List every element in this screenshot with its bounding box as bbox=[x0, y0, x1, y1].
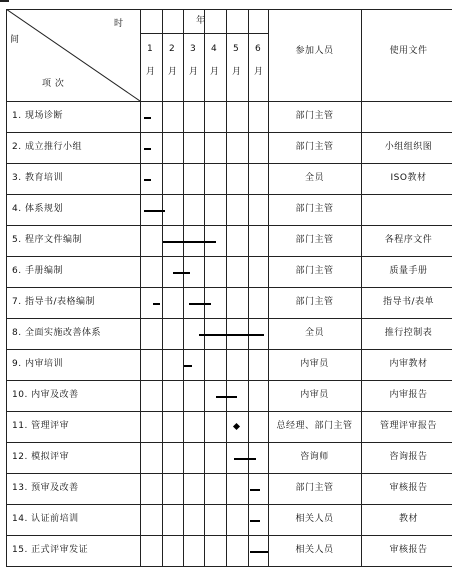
milestone-diamond bbox=[233, 423, 240, 430]
row-documents: 内审报告 bbox=[389, 390, 428, 400]
month-unit-4: 月 bbox=[210, 67, 220, 77]
row-documents: 管理评审报告 bbox=[379, 421, 437, 431]
gantt-bar bbox=[153, 303, 160, 305]
row-participants: 部门主管 bbox=[295, 483, 334, 493]
grid-hline bbox=[6, 380, 452, 381]
row-label: 3. 教育培训 bbox=[12, 173, 63, 183]
row-participants: 部门主管 bbox=[295, 111, 334, 121]
row-label: 6. 手册编制 bbox=[12, 266, 63, 276]
row-participants: 相关人员 bbox=[295, 514, 334, 524]
header-term: 间 bbox=[10, 35, 20, 45]
row-participants: 全员 bbox=[304, 173, 324, 183]
row-participants: 咨询师 bbox=[300, 452, 329, 462]
header-participants: 参加人员 bbox=[295, 46, 334, 56]
row-label: 5. 程序文件编制 bbox=[12, 235, 82, 245]
row-documents: 审核报告 bbox=[389, 483, 428, 493]
month-number-5: 5 bbox=[233, 44, 240, 54]
month-unit-6: 月 bbox=[254, 67, 264, 77]
row-documents: 小组组织图 bbox=[384, 142, 433, 152]
row-label: 14. 认证前培训 bbox=[12, 514, 79, 524]
row-documents: ISO教材 bbox=[390, 173, 427, 183]
month-number-3: 3 bbox=[190, 44, 197, 54]
gantt-bar bbox=[144, 117, 151, 119]
grid-hline bbox=[6, 411, 452, 412]
grid-hline bbox=[6, 318, 452, 319]
grid-hline bbox=[6, 442, 452, 443]
row-label: 9. 内审培训 bbox=[12, 359, 63, 369]
grid-hline bbox=[6, 473, 452, 474]
row-participants: 部门主管 bbox=[295, 235, 334, 245]
gantt-bar bbox=[144, 148, 151, 150]
gantt-bar bbox=[173, 272, 190, 274]
row-participants: 部门主管 bbox=[295, 204, 334, 214]
month-number-6: 6 bbox=[255, 44, 262, 54]
month-number-2: 2 bbox=[169, 44, 176, 54]
gantt-bar bbox=[163, 241, 216, 243]
grid-hline bbox=[6, 163, 452, 164]
gantt-bar bbox=[189, 303, 211, 305]
row-label: 11. 管理评审 bbox=[12, 421, 70, 431]
grid-hline bbox=[6, 132, 452, 133]
gantt-bar bbox=[216, 396, 237, 398]
gantt-bar bbox=[184, 365, 192, 367]
grid-hline bbox=[6, 349, 452, 350]
row-label: 15. 正式评审发证 bbox=[12, 545, 89, 555]
row-participants: 部门主管 bbox=[295, 297, 334, 307]
gantt-bar bbox=[144, 210, 165, 212]
row-documents: 指导书/表单 bbox=[382, 297, 435, 307]
row-label: 4. 体系规划 bbox=[12, 204, 63, 214]
month-number-1: 1 bbox=[147, 44, 154, 54]
row-participants: 部门主管 bbox=[295, 142, 334, 152]
row-documents: 咨询报告 bbox=[389, 452, 428, 462]
grid-hline bbox=[6, 566, 452, 567]
row-participants: 总经理、部门主管 bbox=[276, 421, 353, 431]
grid-hline bbox=[6, 101, 452, 102]
gantt-bar bbox=[250, 520, 260, 522]
grid-hline bbox=[6, 194, 452, 195]
month-unit-5: 月 bbox=[232, 67, 242, 77]
grid-hline bbox=[6, 287, 452, 288]
schedule-table bbox=[6, 9, 452, 571]
row-documents: 教材 bbox=[398, 514, 418, 524]
grid-hline bbox=[6, 535, 452, 536]
row-documents: 审核报告 bbox=[389, 545, 428, 555]
row-participants: 内审员 bbox=[300, 390, 329, 400]
grid-hline bbox=[140, 33, 268, 34]
corner-mark bbox=[0, 0, 9, 2]
grid-hline bbox=[6, 504, 452, 505]
month-number-4: 4 bbox=[211, 44, 218, 54]
header-time: 时 bbox=[114, 19, 124, 29]
row-participants: 部门主管 bbox=[295, 266, 334, 276]
grid-hline bbox=[6, 256, 452, 257]
header-documents: 使用文件 bbox=[389, 46, 428, 56]
row-label: 8. 全面实施改善体系 bbox=[12, 328, 101, 338]
row-label: 7. 指导书/表格编制 bbox=[12, 297, 95, 307]
header-item: 项 次 bbox=[42, 79, 65, 89]
row-label: 12. 模拟评审 bbox=[12, 452, 70, 462]
gantt-bar bbox=[144, 179, 151, 181]
row-label: 13. 预审及改善 bbox=[12, 483, 79, 493]
row-documents: 内审教材 bbox=[389, 359, 428, 369]
row-documents: 推行控制表 bbox=[384, 328, 433, 338]
header-year: 年 bbox=[196, 16, 206, 26]
grid-hline bbox=[6, 225, 452, 226]
row-label: 10. 内审及改善 bbox=[12, 390, 79, 400]
row-participants: 全员 bbox=[304, 328, 324, 338]
gantt-bar bbox=[250, 551, 268, 553]
gantt-bar bbox=[234, 458, 256, 460]
month-unit-2: 月 bbox=[168, 67, 178, 77]
gantt-bar bbox=[250, 489, 260, 491]
gantt-bar bbox=[199, 334, 264, 336]
month-unit-1: 月 bbox=[146, 67, 156, 77]
row-participants: 相关人员 bbox=[295, 545, 334, 555]
row-label: 2. 成立推行小组 bbox=[12, 142, 82, 152]
row-documents: 各程序文件 bbox=[384, 235, 433, 245]
row-documents: 质量手册 bbox=[389, 266, 428, 276]
month-unit-3: 月 bbox=[189, 67, 199, 77]
row-participants: 内审员 bbox=[300, 359, 329, 369]
row-label: 1. 现场诊断 bbox=[12, 111, 63, 121]
